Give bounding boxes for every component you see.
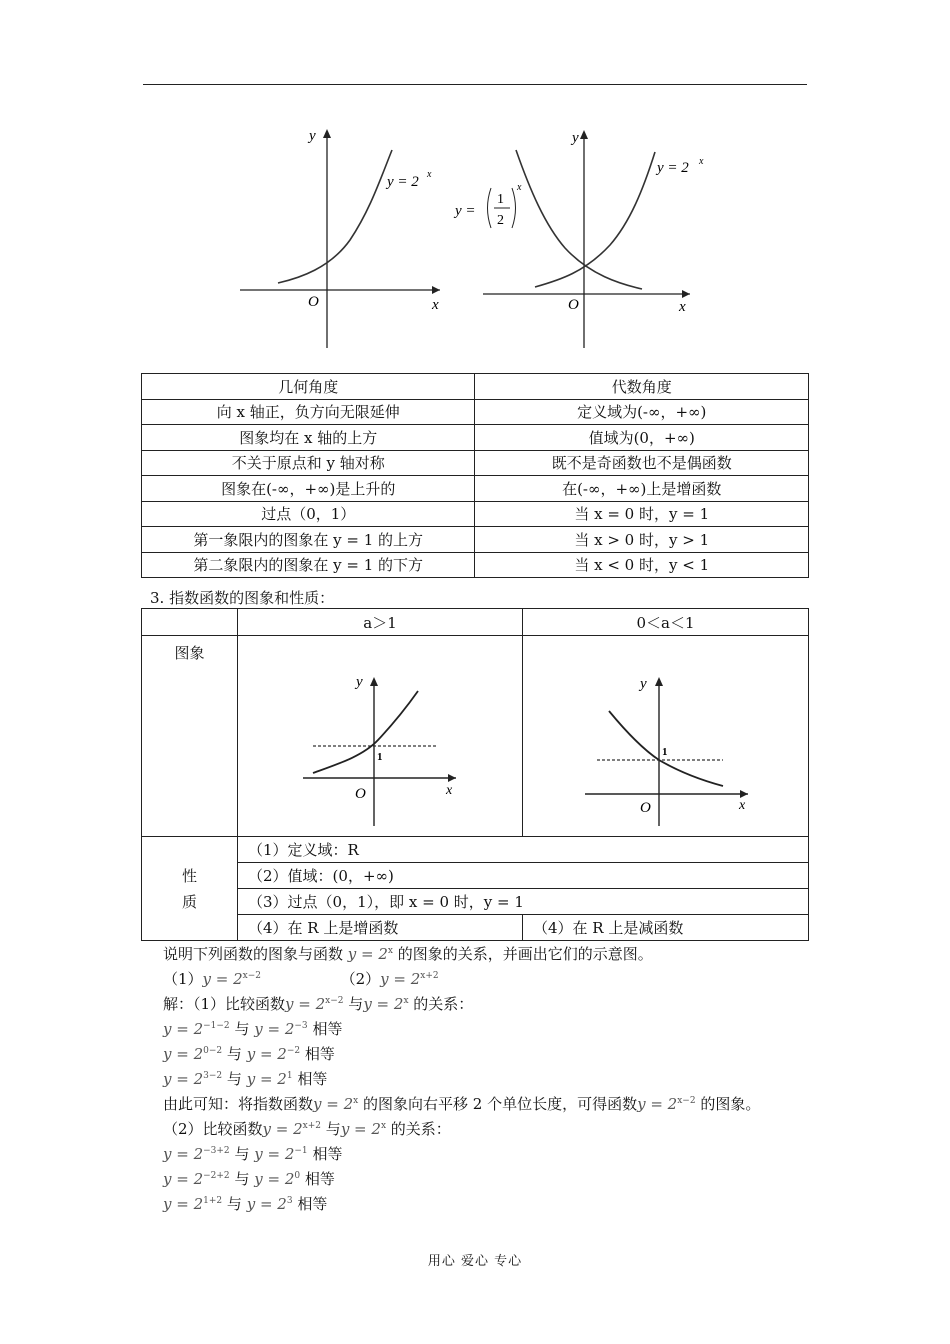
inc-x-label: x (446, 783, 453, 798)
dec-origin: O (640, 800, 651, 816)
section3-title: 3. 指数函数的图象和性质： (150, 589, 335, 607)
cell-alg: 定义域为(-∞，+∞) (475, 399, 809, 425)
curve-2x-right (535, 152, 655, 287)
cell-alg: 当 x > 0 时，y > 1 (475, 527, 809, 553)
frac-num: 1 (497, 192, 504, 207)
curve-increasing (313, 691, 418, 773)
solution-part1: 解：（1）比较函数$y = 2^{x-2}$ 与$y = 2^x$ 的关系： (163, 995, 474, 1013)
half-curve-exp: x (517, 182, 522, 193)
right-curve-label: y = 2 (657, 160, 689, 176)
cell-geo: 图象均在 x 轴的上方 (142, 425, 475, 451)
cell-geo: 过点（0，1） (142, 501, 475, 527)
prop-label-char-2: 质 (181, 892, 197, 911)
left-x-label: x (432, 297, 439, 313)
right-graph (453, 130, 704, 348)
solution-part2: （2）比较函数$y = 2^{x+2}$ 与$y = 2^x$ 的关系： (163, 1120, 451, 1138)
eq-line-5: $y = 2^{-2+2}$ 与 $y = 2^0$ 相等 (163, 1170, 335, 1188)
right-origin-label: O (568, 297, 579, 313)
eq-line-1: $y = 2^{-1-2}$ 与 $y = 2^{-3}$ 相等 (163, 1020, 343, 1038)
eq-line-4: $y = 2^{-3+2}$ 与 $y = 2^{-1}$ 相等 (163, 1145, 343, 1163)
top-figures (0, 0, 950, 360)
header-a-gt-1: a＞1 (238, 609, 523, 636)
corner-cell (142, 609, 238, 636)
header-geometric: 几何角度 (142, 374, 475, 400)
cell-alg: 当 x = 0 时，y = 1 (475, 501, 809, 527)
prop-point: （3）过点（0，1），即 x = 0 时，y = 1 (238, 889, 809, 915)
eq-line-6: $y = 2^{1+2}$ 与 $y = 2^3$ 相等 (163, 1195, 328, 1213)
curve-2x-left (278, 150, 392, 283)
inc-one: 1 (377, 751, 383, 763)
dec-y-label: y (640, 676, 647, 692)
prop-range: （2）值域：(0，+∞) (238, 863, 809, 889)
cell-geo: 不关于原点和 y 轴对称 (142, 450, 475, 476)
left-origin-label: O (308, 294, 319, 310)
prop-decreasing: （4）在 R 上是减函数 (523, 915, 809, 941)
prop-domain: （1）定义域：R (238, 837, 809, 863)
left-curve-label: y = 2 (387, 174, 419, 190)
graph-decreasing (523, 636, 808, 832)
problem-intro: 说明下列函数的图象与函数 $y = 2^x$ 的图象的关系，并画出它们的示意图。 (163, 945, 653, 963)
property-row-label (142, 837, 238, 941)
header-algebraic: 代数角度 (475, 374, 809, 400)
right-x-label: x (679, 299, 686, 315)
frac-den: 2 (497, 213, 504, 228)
cell-geo: 第二象限内的图象在 y = 1 的下方 (142, 552, 475, 578)
conclusion: 由此可知：将指数函数$y = 2^x$ 的图象向右平移 2 个单位长度，可得函数$y = 2^{x-2}$ 的图象。 (163, 1095, 761, 1113)
cell-alg: 值域为(0，+∞) (475, 425, 809, 451)
exp-function-table (141, 608, 809, 941)
problem-questions: $(1)y = 2^{x-2}$ $(2)y = 2^{x+2}$ (163, 970, 439, 988)
eq-line-2: $y = 2^{0-2}$ 与 $y = 2^{-2}$ 相等 (163, 1045, 335, 1063)
prop-increasing: （4）在 R 上是增函数 (238, 915, 523, 941)
cell-geo: 向 x 轴正，负方向无限延伸 (142, 399, 475, 425)
left-curve-exp: x (427, 169, 432, 180)
cell-alg: 既不是奇函数也不是偶函数 (475, 450, 809, 476)
prop-label-char-1: 性 (181, 866, 197, 885)
inc-y-label: y (356, 674, 363, 690)
graph-cell-decreasing (523, 636, 809, 837)
right-curve-exp: x (699, 156, 704, 167)
cell-alg: 当 x < 0 时，y < 1 (475, 552, 809, 578)
left-y-label: y (309, 128, 316, 144)
cell-alg: 在(-∞，+∞)上是增函数 (475, 476, 809, 502)
left-graph (240, 128, 440, 348)
graph-increasing (238, 636, 522, 832)
cell-geo: 图象在(-∞，+∞)是上升的 (142, 476, 475, 502)
footer: 用心 爱心 专心 (427, 1254, 523, 1269)
properties-table (141, 373, 809, 578)
eq-line-3: $y = 2^{3-2}$ 与 $y = 2^1$ 相等 (163, 1070, 328, 1088)
image-row-label: 图象 (142, 636, 238, 837)
half-curve-label: y = (455, 203, 476, 219)
dec-x-label: x (739, 798, 746, 813)
dec-one: 1 (662, 746, 668, 758)
right-y-label: y (572, 130, 579, 146)
graph-cell-increasing (238, 636, 523, 837)
cell-geo: 第一象限内的图象在 y = 1 的上方 (142, 527, 475, 553)
inc-origin: O (355, 786, 366, 802)
curve-half-x (516, 150, 642, 289)
header-a-lt-1: 0＜a＜1 (523, 609, 809, 636)
